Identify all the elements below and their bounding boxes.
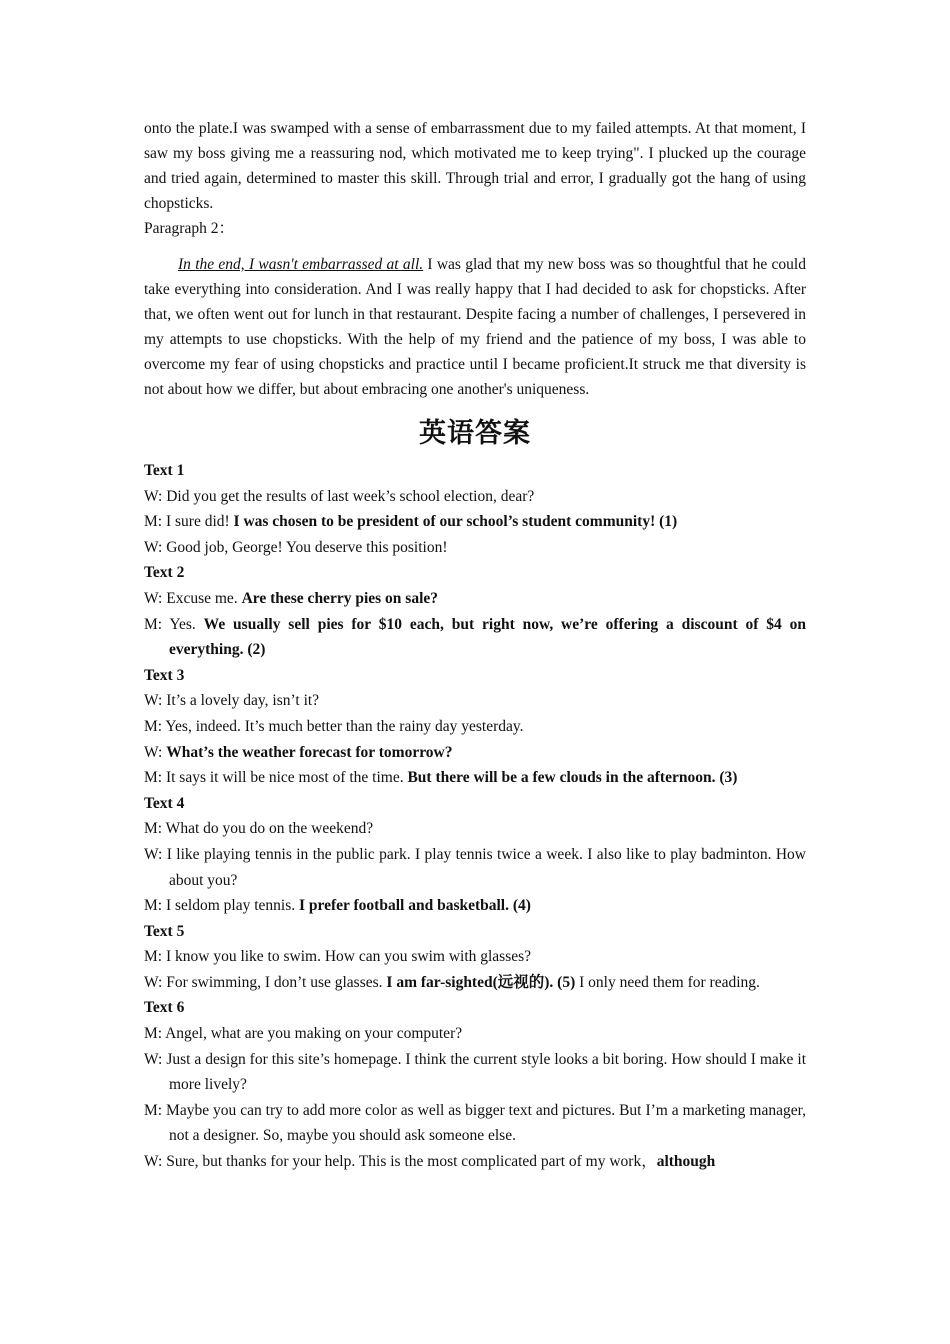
text-label: Text 1	[144, 462, 185, 479]
story-paragraph-1: onto the plate.I was swamped with a sense of embarrassment due to my failed attempts. At that moment, I saw my boss giving me a reassuring nod, which motivated me to keep trying". I plucked up the courage and tried again, determined to master this skill. Through trial and error, I gradually got the hang of using chopsticks.	[144, 120, 806, 212]
dialogue-text: M: Maybe you can try to add more color as well as bigger text and pictures. But I’m a marketing manager, not a designer. So, maybe you should ask someone else.	[144, 1101, 806, 1145]
answer-key-text: I was chosen to be president of our school’s student community! (1)	[233, 513, 678, 531]
text-label: Text 6	[144, 999, 185, 1017]
dialogue-line	[144, 1047, 806, 1098]
dialogue-text: M: Yes.	[144, 615, 204, 633]
text-label: Text 4	[144, 794, 185, 812]
dialogue-line	[144, 586, 806, 612]
dialogue-text-tail: I only need them for reading.	[575, 973, 760, 991]
dialogue-line	[144, 535, 806, 561]
dialogue-text: W: Sure, but thanks for your help. This is the most complicated part of my work，	[144, 1153, 657, 1171]
paragraph-2-body: I was glad that my new boss was so thoughtful that he could take everything into consideration. And I was really happy that I had decided to ask for chopsticks. After that, we often went out for lunch in that restaurant. Despite facing a number of challenges, I persevered in my attempts to use chopsticks. With the help of my friend and the patience of my boss, I was able to overcome my fear of using chopsticks and practice until I became proficient.It struck me that diversity is not about how we differ, but about embracing one another's uniqueness.	[144, 256, 806, 398]
dialogue-line	[144, 893, 806, 919]
dialogue-text: W: Good job, George! You deserve this position!	[144, 538, 448, 556]
answer-key-text: Are these cherry pies on sale?	[241, 589, 438, 607]
dialogue-text: M: What do you do on the weekend?	[144, 820, 374, 838]
dialogue-line	[144, 1149, 806, 1175]
answers-title: 英语答案	[419, 418, 531, 449]
dialogue-text: W: I like playing tennis in the public park. I play tennis twice a week. I also like to play badminton. How about you?	[144, 845, 806, 889]
dialogue-line	[144, 765, 806, 791]
dialogue-line	[144, 484, 806, 510]
dialogue-text: M: I seldom play tennis.	[144, 897, 299, 915]
dialogue-text: M: Angel, what are you making on your computer?	[144, 1025, 463, 1043]
dialogue-text: M: I know you like to swim. How can you swim with glasses?	[144, 948, 532, 966]
dialogue-text: W: For swimming, I don’t use glasses.	[144, 973, 387, 991]
document-page	[144, 116, 806, 1175]
dialogue-text: M: Yes, indeed. It’s much better than the rainy day yesterday.	[144, 717, 524, 735]
paragraph-2-opening-sentence: In the end, I wasn't embarrassed at all.	[178, 256, 424, 273]
paragraph-2-label: Paragraph 2：	[144, 220, 234, 237]
dialogue-text: W: Excuse me.	[144, 589, 242, 607]
dialogue-text: W: Just a design for this site’s homepage. I think the current style looks a bit boring. How should I make it more lively?	[144, 1050, 806, 1094]
text-label: Text 3	[144, 666, 185, 684]
dialogue-line	[144, 944, 806, 970]
dialogue-text: M: It says it will be nice most of the time.	[144, 769, 408, 787]
answer-key-text: What’s the weather forecast for tomorrow?	[166, 743, 453, 761]
listening-transcript	[144, 458, 806, 1175]
answer-key-text: But there will be a few clouds in the afternoon. (3)	[407, 769, 738, 787]
dialogue-line	[144, 816, 806, 842]
answer-key-text: We usually sell pies for $10 each, but right now, we’re offering a discount of $4 on everything. (2)	[169, 615, 806, 659]
text-label: Text 2	[144, 564, 185, 582]
dialogue-line	[144, 1098, 806, 1149]
answer-key-text: I prefer football and basketball. (4)	[299, 897, 531, 915]
dialogue-line	[144, 612, 806, 663]
dialogue-line	[144, 1021, 806, 1047]
dialogue-line	[144, 970, 806, 996]
dialogue-text: W: It’s a lovely day, isn’t it?	[144, 692, 320, 710]
story-paragraph-2	[144, 252, 806, 402]
dialogue-text: M: I sure did!	[144, 513, 234, 531]
dialogue-line	[144, 714, 806, 740]
answer-key-text: I am far-sighted(远视的). (5)	[386, 973, 576, 991]
dialogue-text: W:	[144, 743, 167, 761]
dialogue-line	[144, 740, 806, 766]
dialogue-text: W: Did you get the results of last week’s school election, dear?	[144, 487, 535, 505]
dialogue-line	[144, 842, 806, 893]
dialogue-line	[144, 688, 806, 714]
answer-key-text: although	[656, 1153, 716, 1171]
dialogue-line	[144, 509, 806, 535]
text-label: Text 5	[144, 922, 185, 940]
